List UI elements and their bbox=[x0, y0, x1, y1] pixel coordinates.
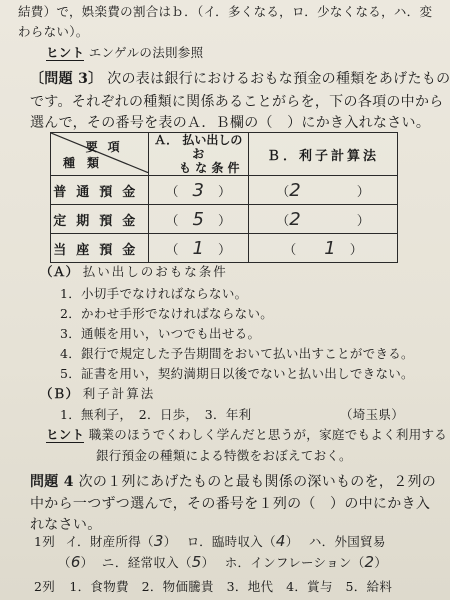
question-4-line-3: れなさい。 bbox=[30, 517, 102, 533]
column-2-line: 2列 1．食物費 2．物価騰貴 3．地代 4．賞与 5．給料 bbox=[34, 579, 393, 594]
column-1-line-2: （6） ニ．経常収入（5） ホ．インフレーション（2） bbox=[58, 553, 388, 571]
answer-cell-fixed-a: （ 5 ） bbox=[148, 205, 248, 234]
source-prefecture: （埼玉県） bbox=[340, 407, 405, 422]
column-header-a: Ａ． 払い出しのお も な 条 件 bbox=[148, 133, 248, 176]
section-b-heading: （Ｂ） 利子計算法 bbox=[40, 386, 156, 401]
answer-cell-ordinary-a: （ 3 ） bbox=[148, 176, 248, 205]
question-4-line-2: 中から一つずつ選んで，その番号を１列の（ ）の中にかき入 bbox=[30, 496, 431, 512]
row-label-fixed: 定期預金 bbox=[51, 205, 149, 234]
deposit-type-table bbox=[50, 132, 398, 263]
table-corner-header bbox=[51, 133, 149, 176]
corner-item-label: 要項 bbox=[85, 140, 130, 154]
hint-engel bbox=[46, 43, 203, 61]
answer-cell-current-b: （ 1 ） bbox=[248, 234, 397, 263]
column-header-b: Ｂ．利子計算法 bbox=[248, 133, 397, 176]
question-3-line-3: 選んで，その番号を表のＡ．Ｂ欄の（ ）にかき入れなさい。 bbox=[30, 115, 431, 131]
hint-occupation-line-2: 銀行預金の種類による特徴をおぼえておく。 bbox=[96, 448, 352, 463]
section-a-item: 4．銀行で規定した予告期間をおいて払い出すことができる。 bbox=[60, 346, 414, 361]
answer-cell-current-a: （ 1 ） bbox=[148, 234, 248, 263]
hint-occupation: ヒント 職業のほうでくわしく学んだと思うが，家庭でもよく利用する bbox=[46, 427, 448, 442]
top-fragment-line: 結費）で，娯楽費の割合はｂ．（イ．多くなる，ロ．少なくなる，ハ．変 bbox=[18, 4, 433, 19]
top-fragment-line-2: わらない）。 bbox=[18, 24, 89, 39]
question-3-text-1: 次の表は銀行におけるおもな預金の種類をあげたもの bbox=[107, 71, 450, 87]
question-3-number: 〔問題 3〕 bbox=[30, 71, 103, 87]
question-3-line-1 bbox=[30, 68, 450, 88]
hint-text: エンゲルの法則参照 bbox=[88, 45, 204, 60]
corner-type-label: 種類 bbox=[63, 156, 112, 170]
section-b-items: 1．無利子， 2．日歩， 3．年利 bbox=[60, 407, 252, 422]
section-a-item: 1．小切手でなければならない。 bbox=[60, 286, 248, 301]
question-3-line-2: です。それぞれの種類に関係あることがらを，下の各項の中から bbox=[30, 94, 444, 110]
question-4-line-1: 問題 4 次の１列にあげたものと最も関係の深いものを，２列の bbox=[30, 474, 437, 490]
section-a-item: 5．証書を用い，契約満期日以後でないと払い出しできない。 bbox=[60, 366, 414, 381]
row-label-ordinary: 普通預金 bbox=[51, 176, 149, 205]
section-a-heading: （Ａ） 払い出しのおもな条件 bbox=[40, 264, 228, 279]
column-1-line-1: 1列 イ．財産所得（3） ロ．臨時収入（4） ハ．外国貿易 bbox=[34, 532, 386, 550]
answer-cell-ordinary-b: （2 ） bbox=[248, 176, 397, 205]
section-a-item: 2．かわせ手形でなければならない。 bbox=[60, 306, 274, 321]
handwritten-answer: 3 bbox=[192, 179, 204, 201]
answer-cell-fixed-b: （2 ） bbox=[248, 205, 397, 234]
row-label-current: 当座預金 bbox=[51, 234, 149, 263]
hint-label: ヒント bbox=[46, 45, 85, 60]
section-a-item: 3．通帳を用い，いつでも出せる。 bbox=[60, 326, 261, 341]
